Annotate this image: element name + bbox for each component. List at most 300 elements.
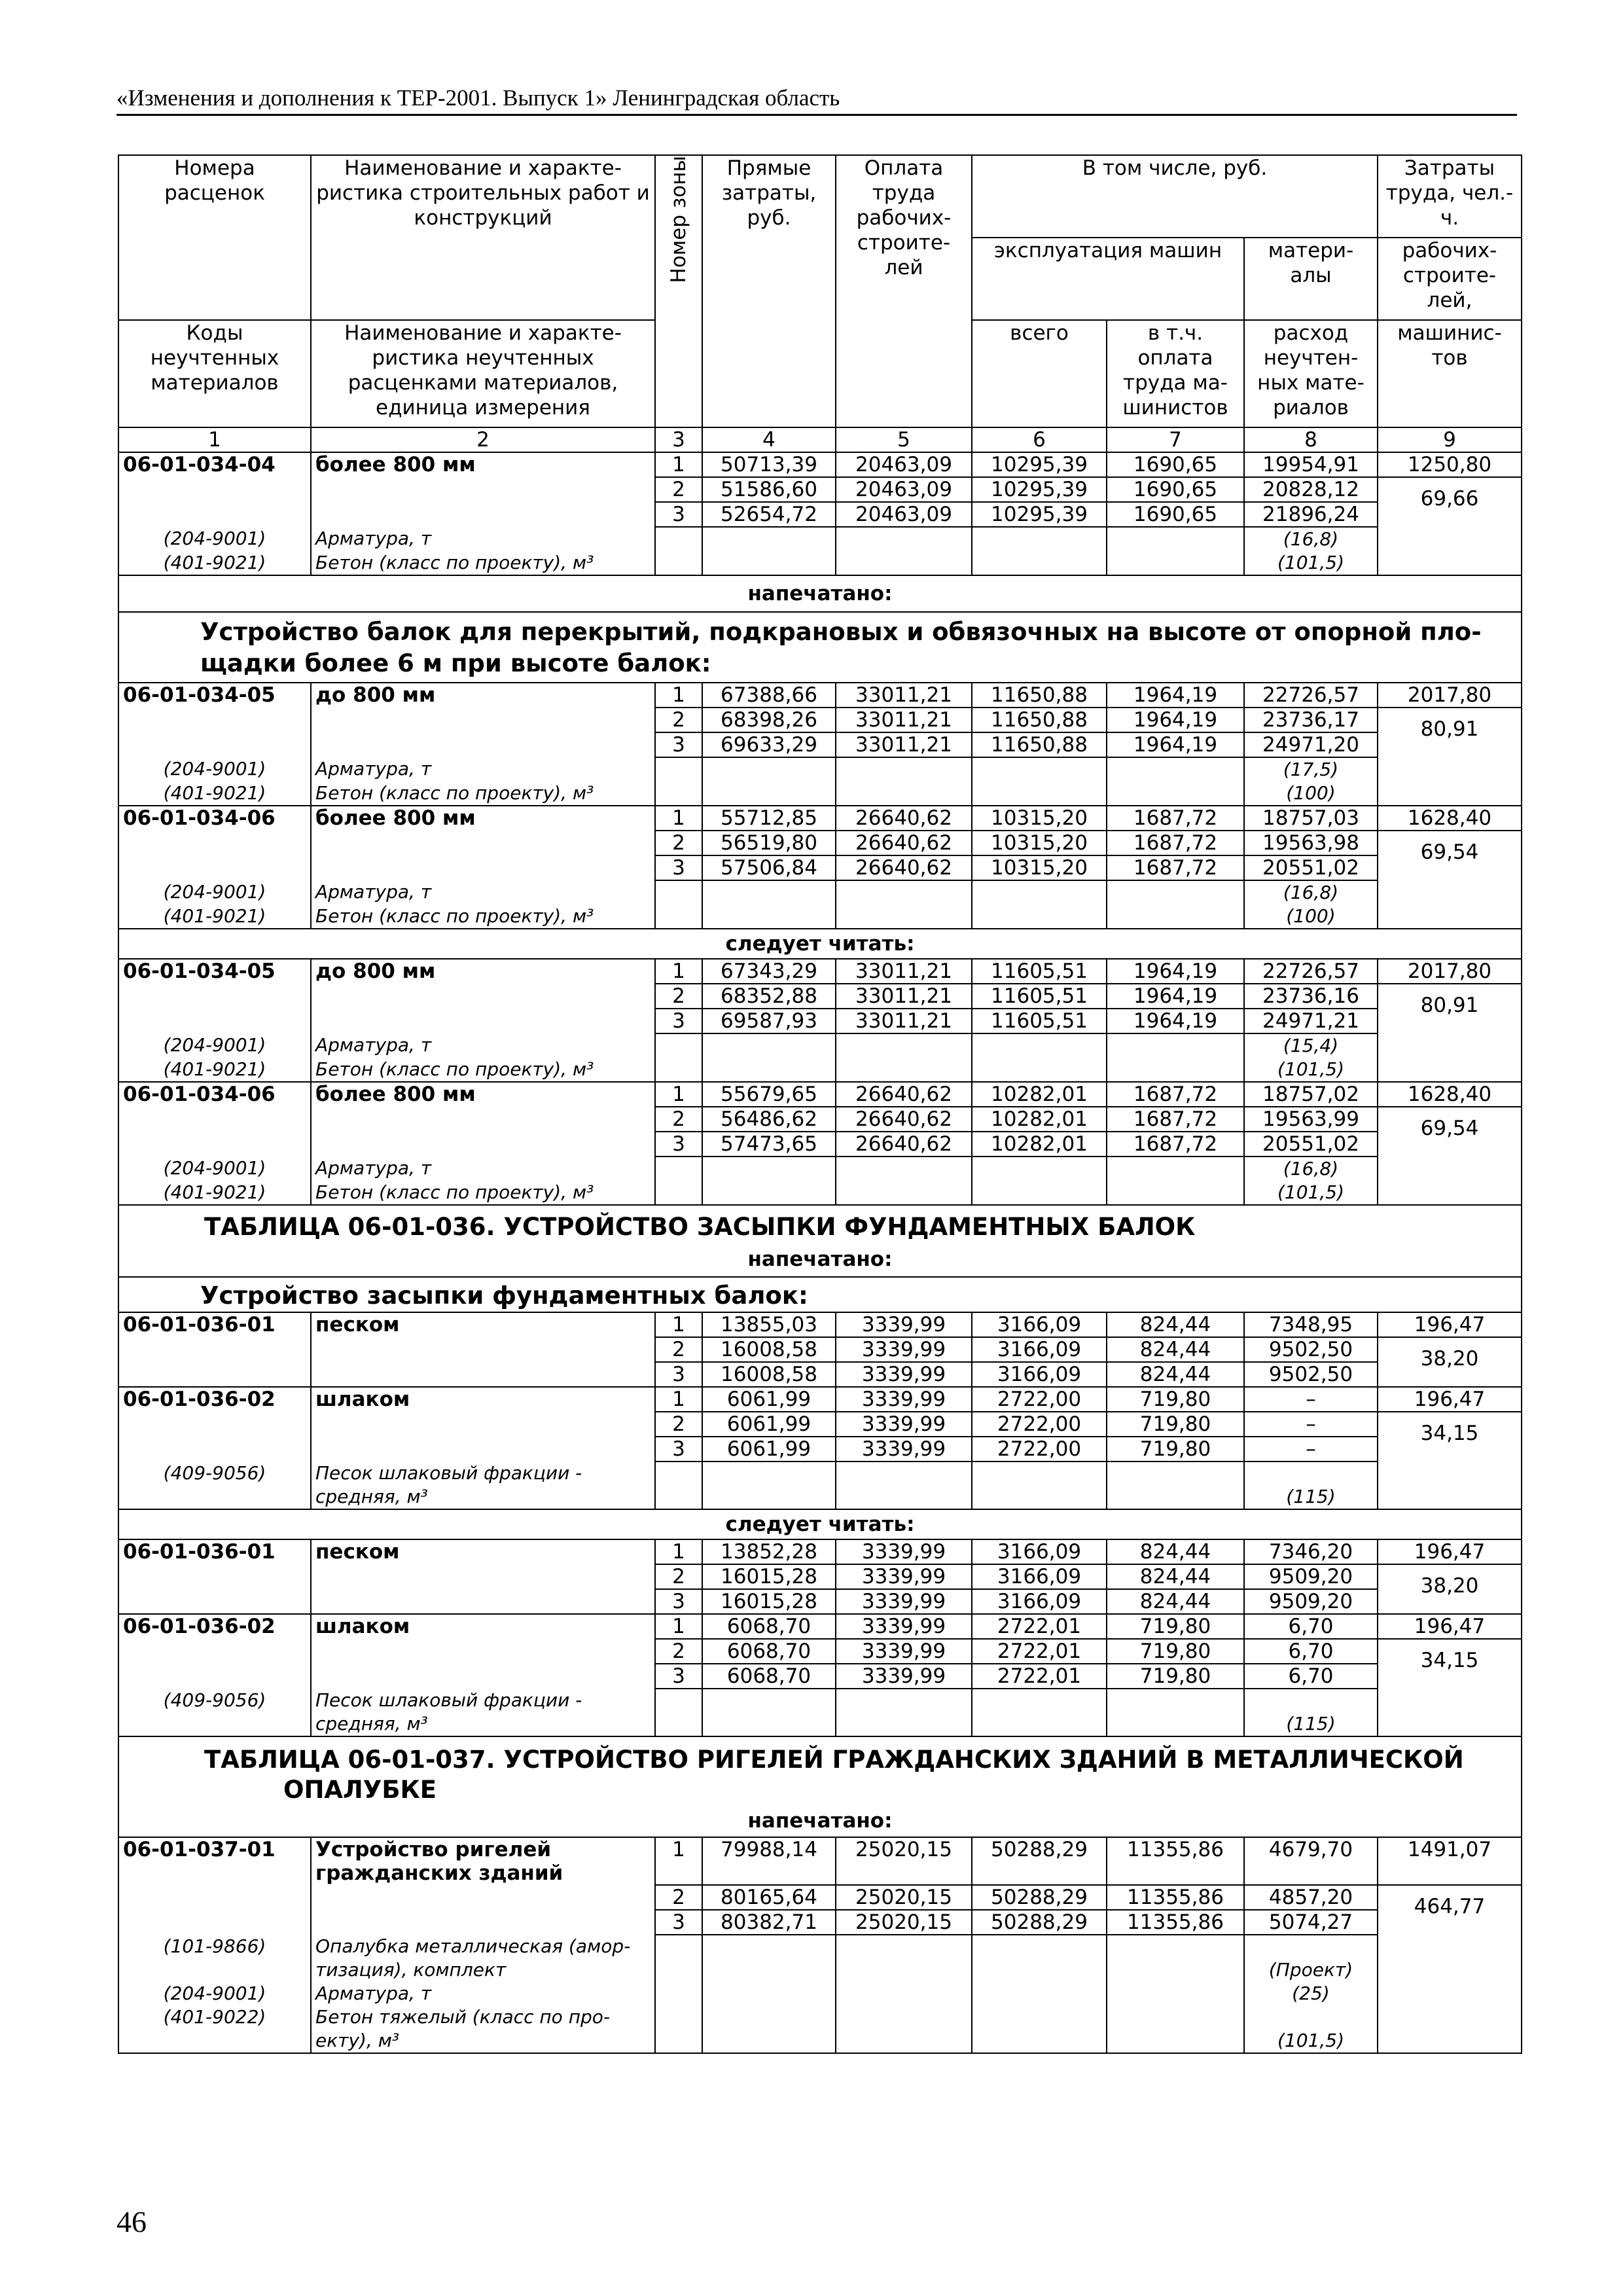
- empty-cell: [655, 1157, 702, 1181]
- value-cell: 3166,09: [972, 1337, 1107, 1362]
- value-cell: 4857,20: [1244, 1885, 1378, 1910]
- value-cell: 3339,99: [836, 1337, 972, 1362]
- zone-number: 3: [655, 1009, 702, 1033]
- rate-row: [118, 1837, 1522, 1885]
- zone-number: 2: [655, 1107, 702, 1132]
- value-cell: 9502,50: [1244, 1362, 1378, 1387]
- value-cell: 6,70: [1244, 1664, 1378, 1689]
- value-cell: 56486,62: [702, 1107, 836, 1132]
- rate-name: до 800 мм: [311, 959, 655, 984]
- value-cell: 3339,99: [836, 1589, 972, 1614]
- col-header-mach-total: всего: [972, 320, 1107, 427]
- rate-row: [118, 732, 1522, 757]
- read-label: следует читать:: [118, 929, 1522, 959]
- empty-cell: [1107, 781, 1244, 806]
- material-name: Арматура, т: [311, 1033, 655, 1058]
- value-cell: 24971,21: [1244, 1009, 1378, 1033]
- value-cell: 1964,19: [1107, 732, 1244, 757]
- material-code: (401-9021): [118, 1058, 311, 1082]
- material-code: (101-9866): [118, 1935, 311, 1982]
- value-cell: 33011,21: [836, 683, 972, 708]
- empty-cell: [311, 1009, 655, 1033]
- empty-cell: [118, 1362, 311, 1387]
- empty-cell: [118, 1589, 311, 1614]
- value-cell: 23736,17: [1244, 708, 1378, 732]
- operators-labor: 69,66: [1378, 477, 1522, 575]
- empty-cell: [118, 1132, 311, 1157]
- material-name: Песок шлаковый фракции - средняя, м³: [311, 1462, 655, 1509]
- value-cell: 33011,21: [836, 959, 972, 984]
- rate-row: [118, 477, 1522, 502]
- value-cell: 50288,29: [972, 1885, 1107, 1910]
- material-name: Бетон (класс по проекту), м³: [311, 1058, 655, 1082]
- material-row: [118, 1181, 1522, 1205]
- col-header-direct: Прямые затраты, руб.: [702, 155, 836, 427]
- section-title: Устройство засыпки фундаментных балок:: [118, 1277, 1522, 1312]
- value-cell: 824,44: [1107, 1589, 1244, 1614]
- material-usage: (25): [1244, 1982, 1378, 2005]
- value-cell: 1964,19: [1107, 984, 1244, 1009]
- value-cell: 10295,39: [972, 452, 1107, 477]
- value-cell: 11650,88: [972, 708, 1107, 732]
- material-usage: (100): [1244, 781, 1378, 806]
- col-header-name: Наименование и характе-ристика строительных работ и конструкций: [311, 155, 655, 320]
- zone-number: 2: [655, 1885, 702, 1910]
- value-cell: 67388,66: [702, 683, 836, 708]
- workers-labor: 196,47: [1378, 1614, 1522, 1639]
- empty-cell: [702, 1157, 836, 1181]
- material-row: [118, 1982, 1522, 2005]
- value-cell: 3339,99: [836, 1437, 972, 1462]
- empty-cell: [118, 732, 311, 757]
- rate-name: шлаком: [311, 1387, 655, 1412]
- value-cell: 11355,86: [1107, 1837, 1244, 1885]
- value-cell: 719,80: [1107, 1387, 1244, 1412]
- material-usage: (100): [1244, 905, 1378, 929]
- col-number: 6: [972, 427, 1107, 452]
- empty-cell: [836, 1033, 972, 1058]
- material-code: (409-9056): [118, 1462, 311, 1509]
- rate-name: более 800 мм: [311, 806, 655, 831]
- empty-cell: [1107, 1935, 1244, 1982]
- workers-labor: 196,47: [1378, 1312, 1522, 1337]
- zone-number: 1: [655, 1539, 702, 1564]
- value-cell: 68352,88: [702, 984, 836, 1009]
- zone-number: 2: [655, 1412, 702, 1437]
- value-cell: 19954,91: [1244, 452, 1378, 477]
- col-number: 2: [311, 427, 655, 452]
- empty-cell: [311, 984, 655, 1009]
- value-cell: 69587,93: [702, 1009, 836, 1033]
- empty-cell: [311, 1564, 655, 1589]
- empty-cell: [118, 984, 311, 1009]
- empty-cell: [311, 477, 655, 502]
- empty-cell: [118, 1009, 311, 1033]
- zone-number: 1: [655, 1614, 702, 1639]
- value-cell: 3339,99: [836, 1564, 972, 1589]
- value-cell: 11605,51: [972, 1009, 1107, 1033]
- rate-row: [118, 1664, 1522, 1689]
- material-row: [118, 527, 1522, 551]
- empty-cell: [118, 1910, 311, 1935]
- value-cell: 18757,02: [1244, 1082, 1378, 1107]
- printed-label: напечатано:: [118, 575, 1522, 612]
- zone-number: 2: [655, 1564, 702, 1589]
- value-cell: 7346,20: [1244, 1539, 1378, 1564]
- material-code: (204-9001): [118, 1157, 311, 1181]
- empty-cell: [1107, 551, 1244, 575]
- empty-cell: [655, 2005, 702, 2053]
- table-title-cont: ОПАЛУБКЕ: [283, 1776, 437, 1804]
- empty-cell: [655, 905, 702, 929]
- value-cell: 26640,62: [836, 1107, 972, 1132]
- read-label-row: [118, 929, 1522, 959]
- value-cell: 5074,27: [1244, 1910, 1378, 1935]
- empty-cell: [702, 1462, 836, 1509]
- value-cell: 2722,01: [972, 1614, 1107, 1639]
- rate-row: [118, 1437, 1522, 1462]
- material-row: [118, 781, 1522, 806]
- value-cell: 1964,19: [1107, 1009, 1244, 1033]
- material-usage: (Проект): [1244, 1935, 1378, 1982]
- value-cell: –: [1244, 1387, 1378, 1412]
- empty-cell: [655, 1689, 702, 1736]
- workers-labor: 1628,40: [1378, 1082, 1522, 1107]
- value-cell: 10295,39: [972, 477, 1107, 502]
- empty-cell: [655, 781, 702, 806]
- value-cell: 824,44: [1107, 1539, 1244, 1564]
- value-cell: 719,80: [1107, 1614, 1244, 1639]
- empty-cell: [118, 1639, 311, 1664]
- rate-code: 06-01-034-04: [118, 452, 311, 477]
- rate-row: [118, 806, 1522, 831]
- material-name: Бетон (класс по проекту), м³: [311, 781, 655, 806]
- value-cell: 57506,84: [702, 855, 836, 880]
- value-cell: 25020,15: [836, 1885, 972, 1910]
- value-cell: –: [1244, 1412, 1378, 1437]
- material-code: (204-9001): [118, 757, 311, 781]
- zone-number: 1: [655, 452, 702, 477]
- value-cell: 23736,16: [1244, 984, 1378, 1009]
- col-number: 7: [1107, 427, 1244, 452]
- value-cell: 3339,99: [836, 1614, 972, 1639]
- empty-cell: [836, 781, 972, 806]
- rate-row: [118, 1614, 1522, 1639]
- empty-cell: [702, 781, 836, 806]
- value-cell: 33011,21: [836, 708, 972, 732]
- value-cell: 68398,26: [702, 708, 836, 732]
- value-cell: 26640,62: [836, 806, 972, 831]
- value-cell: 1690,65: [1107, 477, 1244, 502]
- value-cell: 1687,72: [1107, 1107, 1244, 1132]
- value-cell: 1964,19: [1107, 708, 1244, 732]
- empty-cell: [118, 502, 311, 527]
- zone-number: 3: [655, 1589, 702, 1614]
- workers-labor: 2017,80: [1378, 959, 1522, 984]
- value-cell: 719,80: [1107, 1437, 1244, 1462]
- material-name: Бетон (класс по проекту), м³: [311, 905, 655, 929]
- rate-row: [118, 1910, 1522, 1935]
- value-cell: 6,70: [1244, 1614, 1378, 1639]
- zone-number: 3: [655, 502, 702, 527]
- col-header-labor: Затраты труда, чел.-ч.: [1378, 155, 1522, 238]
- empty-cell: [311, 732, 655, 757]
- value-cell: 9509,20: [1244, 1564, 1378, 1589]
- col-header-codes: Номера расценок: [118, 155, 311, 320]
- empty-cell: [702, 1033, 836, 1058]
- empty-cell: [118, 477, 311, 502]
- workers-labor: 2017,80: [1378, 683, 1522, 708]
- empty-cell: [1107, 1462, 1244, 1509]
- zone-number: 3: [655, 732, 702, 757]
- value-cell: 25020,15: [836, 1910, 972, 1935]
- rate-code: 06-01-036-02: [118, 1614, 311, 1639]
- empty-cell: [655, 757, 702, 781]
- value-cell: 1687,72: [1107, 806, 1244, 831]
- value-cell: 1964,19: [1107, 959, 1244, 984]
- rate-row: [118, 452, 1522, 477]
- material-row: [118, 880, 1522, 905]
- table-title-row: [118, 1205, 1522, 1277]
- rate-row: [118, 831, 1522, 855]
- zone-number: 1: [655, 1837, 702, 1885]
- empty-cell: [702, 905, 836, 929]
- col-header-mach-pay: в т.ч. оплата труда ма-шинистов: [1107, 320, 1244, 427]
- empty-cell: [118, 831, 311, 855]
- empty-cell: [972, 1982, 1107, 2005]
- zone-number: 1: [655, 806, 702, 831]
- value-cell: 3339,99: [836, 1387, 972, 1412]
- material-usage: (115): [1244, 1462, 1378, 1509]
- printed-label: напечатано:: [747, 1809, 893, 1833]
- page-number: 46: [116, 2205, 147, 2238]
- printed-label: напечатано:: [747, 1247, 893, 1271]
- empty-cell: [972, 757, 1107, 781]
- material-row: [118, 905, 1522, 929]
- value-cell: 824,44: [1107, 1564, 1244, 1589]
- rate-row: [118, 683, 1522, 708]
- value-cell: 18757,03: [1244, 806, 1378, 831]
- value-cell: 2722,00: [972, 1387, 1107, 1412]
- empty-cell: [311, 1107, 655, 1132]
- value-cell: 3339,99: [836, 1664, 972, 1689]
- material-name: Бетон (класс по проекту), м³: [311, 1181, 655, 1205]
- empty-cell: [655, 1462, 702, 1509]
- empty-cell: [311, 1437, 655, 1462]
- rate-row: [118, 1639, 1522, 1664]
- rate-row: [118, 1082, 1522, 1107]
- empty-cell: [1107, 527, 1244, 551]
- col-number: 8: [1244, 427, 1378, 452]
- empty-cell: [311, 1910, 655, 1935]
- empty-cell: [311, 1362, 655, 1387]
- value-cell: 80165,64: [702, 1885, 836, 1910]
- value-cell: 69633,29: [702, 732, 836, 757]
- rate-code: 06-01-036-01: [118, 1312, 311, 1337]
- rate-code: 06-01-037-01: [118, 1837, 311, 1885]
- material-row: [118, 2005, 1522, 2053]
- empty-cell: [836, 527, 972, 551]
- zone-number: 2: [655, 1337, 702, 1362]
- value-cell: 2722,00: [972, 1437, 1107, 1462]
- empty-cell: [311, 855, 655, 880]
- value-cell: 824,44: [1107, 1312, 1244, 1337]
- empty-cell: [1107, 1689, 1244, 1736]
- zone-number: 2: [655, 1639, 702, 1664]
- col-header-unc-name: Наименование и характе-ристика неучтенных расценками материалов, единица измерения: [311, 320, 655, 427]
- value-cell: 67343,29: [702, 959, 836, 984]
- value-cell: 26640,62: [836, 1132, 972, 1157]
- zone-number: 3: [655, 1664, 702, 1689]
- value-cell: 25020,15: [836, 1837, 972, 1885]
- empty-cell: [655, 1982, 702, 2005]
- rate-row: [118, 1412, 1522, 1437]
- operators-labor: 38,20: [1378, 1564, 1522, 1614]
- value-cell: 824,44: [1107, 1337, 1244, 1362]
- col-number: 1: [118, 427, 311, 452]
- col-header-zone: [655, 155, 702, 427]
- material-name: Бетон тяжелый (класс по про-екту), м³: [311, 2005, 655, 2053]
- value-cell: 824,44: [1107, 1362, 1244, 1387]
- value-cell: 20828,12: [1244, 477, 1378, 502]
- value-cell: 3166,09: [972, 1539, 1107, 1564]
- rate-row: [118, 984, 1522, 1009]
- material-usage: (101,5): [1244, 1058, 1378, 1082]
- empty-cell: [972, 2005, 1107, 2053]
- empty-cell: [972, 1058, 1107, 1082]
- value-cell: 3339,99: [836, 1639, 972, 1664]
- empty-cell: [702, 1935, 836, 1982]
- empty-cell: [118, 1107, 311, 1132]
- empty-cell: [1107, 1033, 1244, 1058]
- zone-number: 2: [655, 984, 702, 1009]
- zone-number: 2: [655, 831, 702, 855]
- empty-cell: [311, 831, 655, 855]
- rate-code: 06-01-036-01: [118, 1539, 311, 1564]
- rate-row: [118, 1107, 1522, 1132]
- value-cell: 50713,39: [702, 452, 836, 477]
- empty-cell: [836, 880, 972, 905]
- value-cell: 719,80: [1107, 1664, 1244, 1689]
- rate-name: более 800 мм: [311, 452, 655, 477]
- value-cell: 1687,72: [1107, 1082, 1244, 1107]
- empty-cell: [972, 1033, 1107, 1058]
- material-row: [118, 757, 1522, 781]
- empty-cell: [836, 1157, 972, 1181]
- table-title-cell: [118, 1205, 1522, 1277]
- empty-cell: [118, 1664, 311, 1689]
- value-cell: 20463,09: [836, 452, 972, 477]
- zone-number: 1: [655, 1312, 702, 1337]
- material-code: (401-9021): [118, 551, 311, 575]
- material-usage: (115): [1244, 1689, 1378, 1736]
- value-cell: 3339,99: [836, 1539, 972, 1564]
- material-code: (204-9001): [118, 527, 311, 551]
- empty-cell: [836, 1935, 972, 1982]
- value-cell: 3166,09: [972, 1312, 1107, 1337]
- value-cell: 10295,39: [972, 502, 1107, 527]
- rate-name: песком: [311, 1312, 655, 1337]
- empty-cell: [972, 1935, 1107, 1982]
- value-cell: 3166,09: [972, 1589, 1107, 1614]
- empty-cell: [972, 880, 1107, 905]
- value-cell: 6061,99: [702, 1437, 836, 1462]
- value-cell: 19563,98: [1244, 831, 1378, 855]
- rate-row: [118, 1564, 1522, 1589]
- empty-cell: [702, 1181, 836, 1205]
- value-cell: 1690,65: [1107, 502, 1244, 527]
- rate-code: 06-01-034-06: [118, 1082, 311, 1107]
- empty-cell: [702, 2005, 836, 2053]
- rate-code: 06-01-036-02: [118, 1387, 311, 1412]
- value-cell: 51586,60: [702, 477, 836, 502]
- value-cell: –: [1244, 1437, 1378, 1462]
- col-header-pay: Оплата труда рабочих-строите-лей: [836, 155, 972, 427]
- value-cell: 3166,09: [972, 1362, 1107, 1387]
- value-cell: 13852,28: [702, 1539, 836, 1564]
- workers-labor: 1491,07: [1378, 1837, 1522, 1885]
- value-cell: 11355,86: [1107, 1885, 1244, 1910]
- value-cell: 33011,21: [836, 984, 972, 1009]
- value-cell: 10282,01: [972, 1107, 1107, 1132]
- material-row: [118, 1935, 1522, 1982]
- value-cell: 7348,95: [1244, 1312, 1378, 1337]
- zone-number: 2: [655, 477, 702, 502]
- rate-name: шлаком: [311, 1614, 655, 1639]
- value-cell: 6,70: [1244, 1639, 1378, 1664]
- value-cell: 26640,62: [836, 1082, 972, 1107]
- value-cell: 52654,72: [702, 502, 836, 527]
- zone-number: 3: [655, 1437, 702, 1462]
- empty-cell: [1107, 905, 1244, 929]
- empty-cell: [836, 905, 972, 929]
- value-cell: 20551,02: [1244, 1132, 1378, 1157]
- empty-cell: [702, 551, 836, 575]
- empty-cell: [311, 708, 655, 732]
- operators-labor: 464,77: [1378, 1885, 1522, 2053]
- value-cell: 19563,99: [1244, 1107, 1378, 1132]
- empty-cell: [972, 905, 1107, 929]
- material-code: (204-9001): [118, 1033, 311, 1058]
- material-code: (401-9021): [118, 1181, 311, 1205]
- empty-cell: [702, 1689, 836, 1736]
- empty-cell: [118, 1885, 311, 1910]
- zone-number: 3: [655, 1362, 702, 1387]
- value-cell: 16008,58: [702, 1337, 836, 1362]
- empty-cell: [118, 1337, 311, 1362]
- material-code: (204-9001): [118, 1982, 311, 2005]
- material-code: (401-9021): [118, 781, 311, 806]
- material-usage: (15,4): [1244, 1033, 1378, 1058]
- value-cell: 11650,88: [972, 732, 1107, 757]
- empty-cell: [836, 2005, 972, 2053]
- material-code: (401-9021): [118, 905, 311, 929]
- running-header: «Изменения и дополнения к ТЕР-2001. Выпуск 1» Ленинградская область: [116, 84, 1517, 116]
- operators-labor: 38,20: [1378, 1337, 1522, 1387]
- read-label-row: [118, 1509, 1522, 1539]
- value-cell: 22726,57: [1244, 959, 1378, 984]
- empty-cell: [972, 1462, 1107, 1509]
- rate-name: Устройство ригелей гражданских зданий: [311, 1837, 655, 1885]
- col-header-mach: эксплуатация машин: [972, 238, 1244, 320]
- col-header-unc-codes: Коды неучтенных материалов: [118, 320, 311, 427]
- empty-cell: [972, 527, 1107, 551]
- empty-cell: [836, 551, 972, 575]
- zone-number: 3: [655, 855, 702, 880]
- value-cell: 1687,72: [1107, 855, 1244, 880]
- material-row: [118, 1689, 1522, 1736]
- value-cell: 719,80: [1107, 1412, 1244, 1437]
